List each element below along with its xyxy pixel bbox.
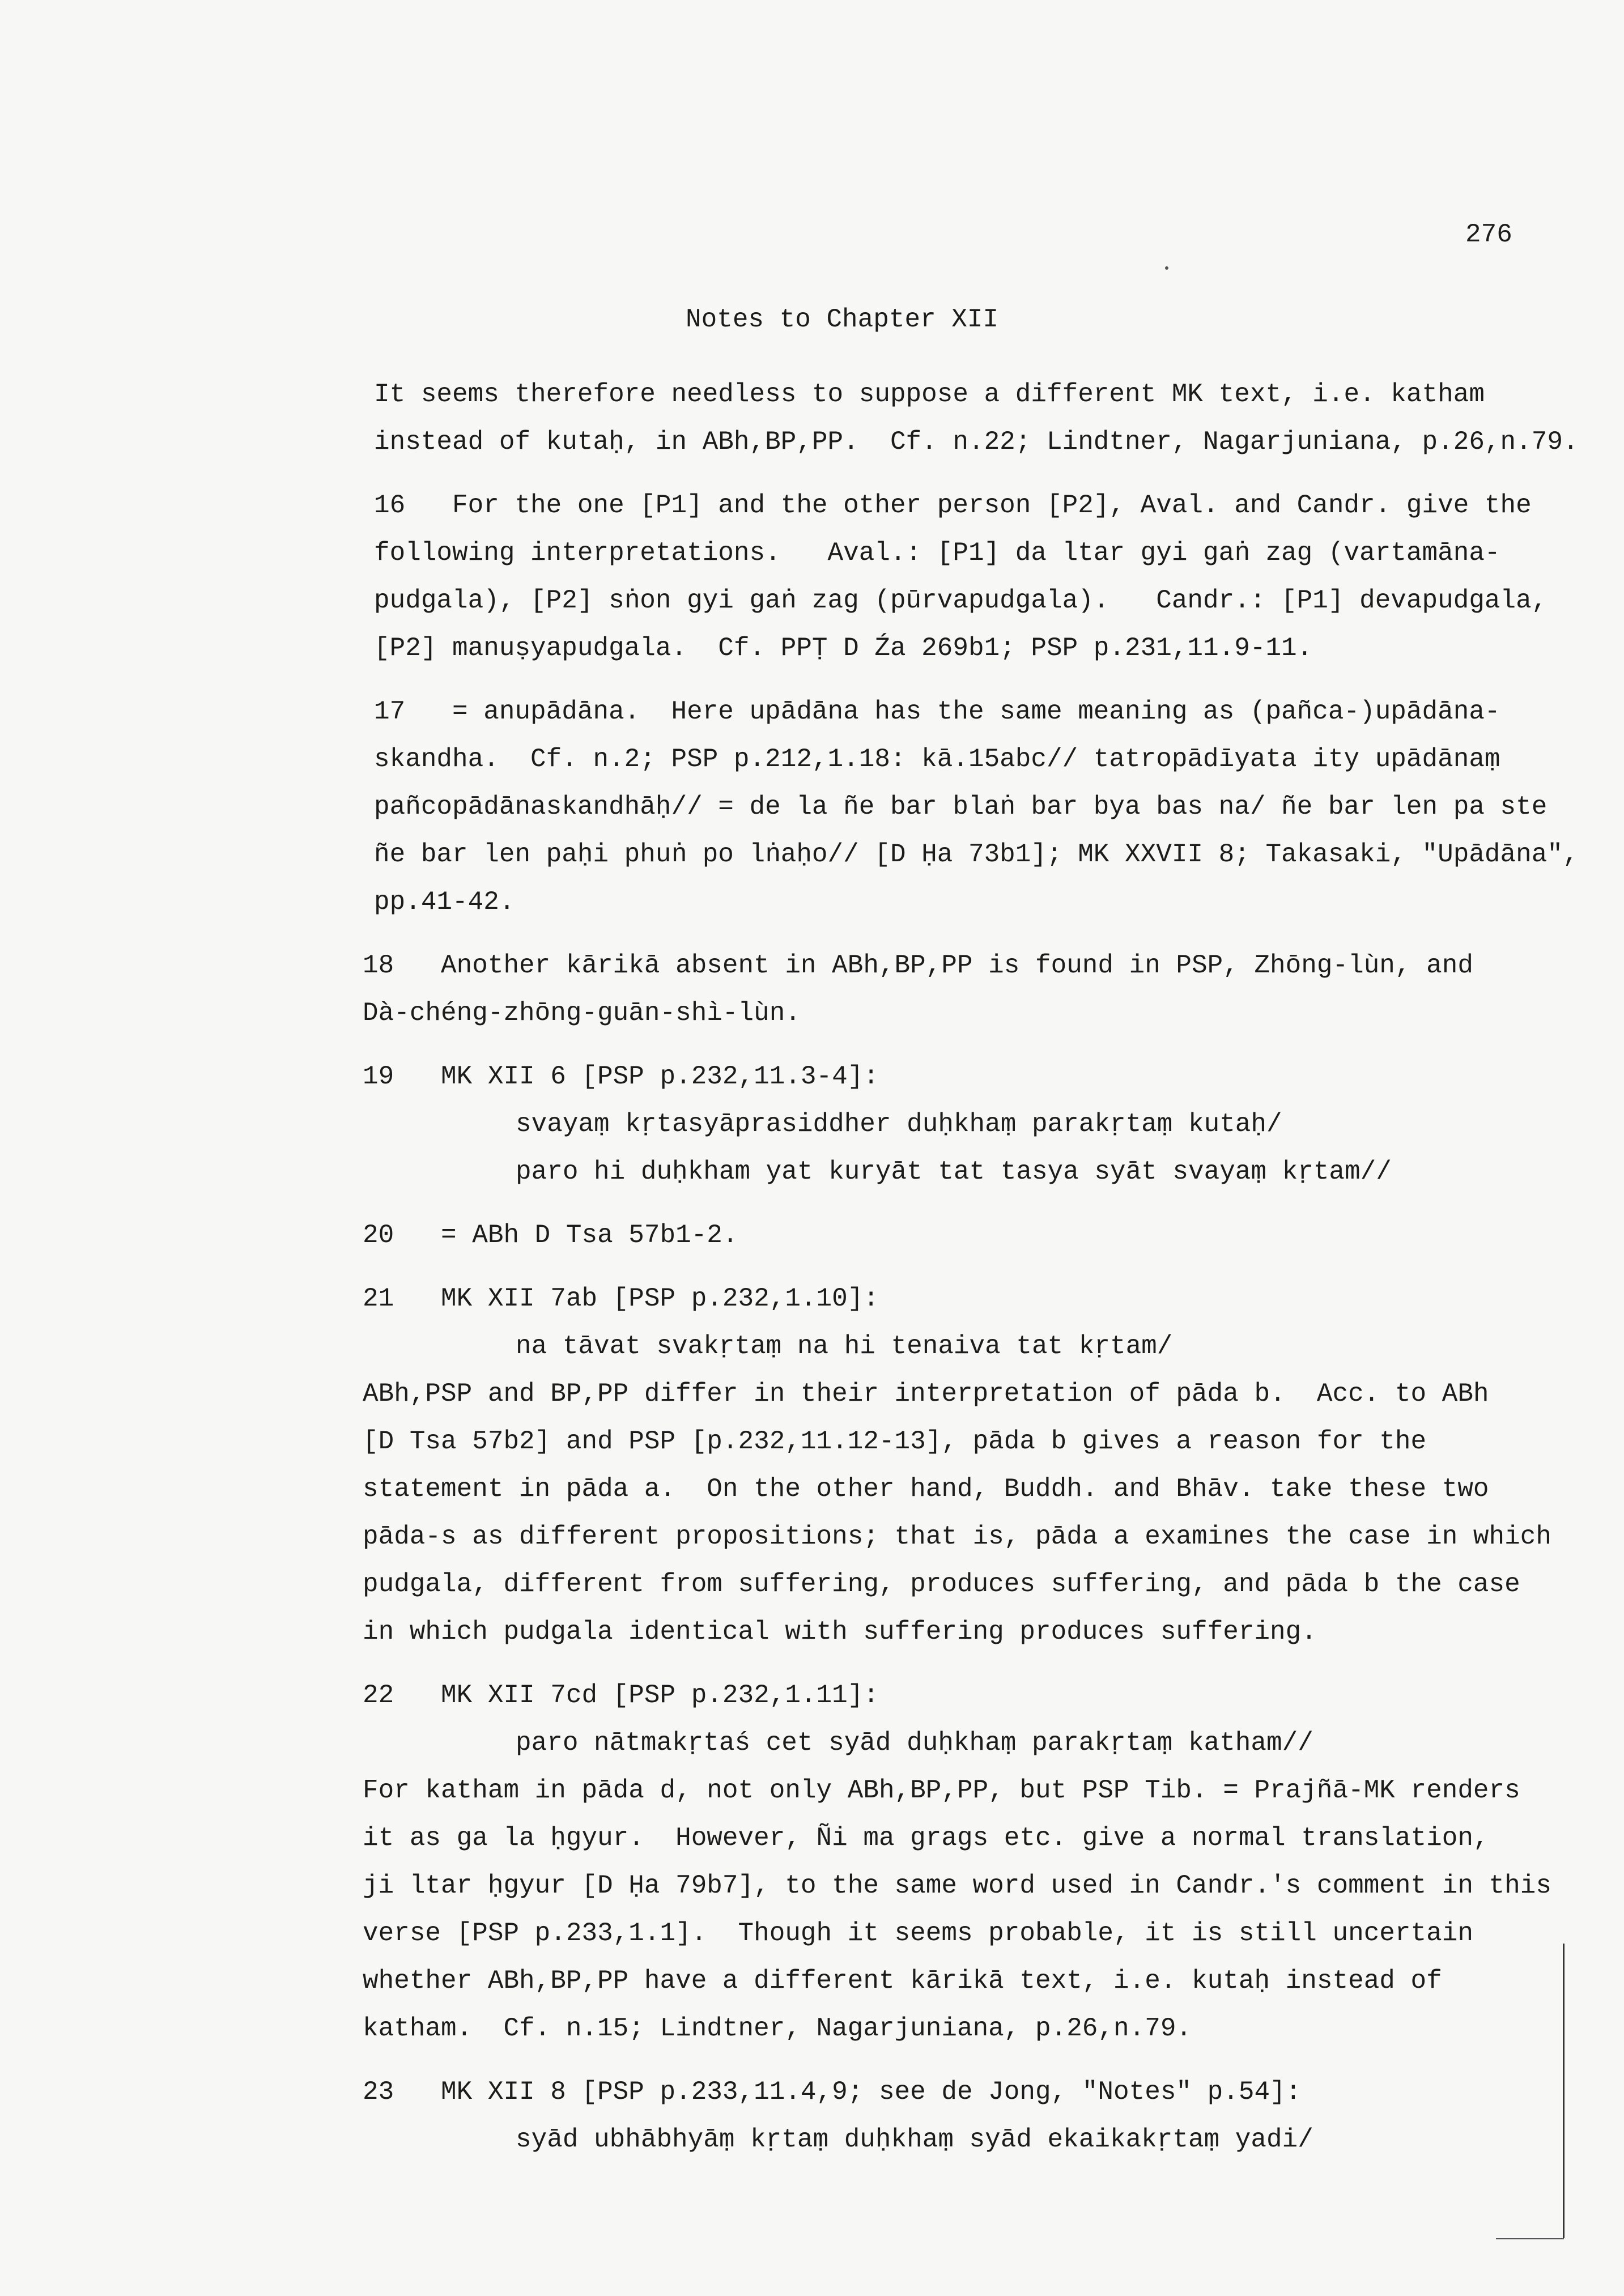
text-line: 21 MK XII 7ab [PSP p.232,1.10]:	[363, 1284, 879, 1313]
text-line: ABh,PSP and BP,PP differ in their interpretation of pāda b. Acc. to ABh	[363, 1379, 1489, 1409]
text-line: pañcopādānaskandhāḥ// = de la ñe bar blaṅ bar bya bas na/ ñe bar len pa ste	[374, 792, 1548, 822]
text-line: ñe bar len paḥi phuṅ po lṅaḥo// [D Ḥa 73b1]; MK XXVII 8; Takasaki, "Upādāna",	[374, 840, 1579, 869]
text-line: paro nātmakṛtaś cet syād duḥkhaṃ parakṛtaṃ katham//	[516, 1728, 1313, 1758]
text-line: skandha. Cf. n.2; PSP p.212,1.18: kā.15abc// tatropādīyata ity upādānaṃ	[374, 745, 1500, 774]
speck	[1165, 266, 1168, 270]
text-line: 20 = ABh D Tsa 57b1-2.	[363, 1221, 738, 1250]
text-line: it as ga la ḥgyur. However, Ñi ma grags etc. give a normal translation,	[363, 1823, 1489, 1853]
chapter-title: Notes to Chapter XII	[686, 305, 999, 334]
text-line: whether ABh,BP,PP have a different kārikā text, i.e. kutaḥ instead of	[363, 1966, 1442, 1996]
text-line: It seems therefore needless to suppose a different MK text, i.e. katham	[374, 380, 1485, 409]
text-line: in which pudgala identical with suffering produces suffering.	[363, 1617, 1317, 1647]
text-line: na tāvat svakṛtaṃ na hi tenaiva tat kṛtam/	[516, 1332, 1173, 1361]
text-line: instead of kutaḥ, in ABh,BP,PP. Cf. n.22; Lindtner, Nagarjuniana, p.26,n.79.	[374, 427, 1579, 457]
text-line: 18 Another kārikā absent in ABh,BP,PP is found in PSP, Zhōng-lùn, and	[363, 951, 1473, 980]
text-line: 16 For the one [P1] and the other person [P2], Aval. and Candr. give the	[374, 491, 1532, 520]
text-line: Dà-chéng-zhōng-guān-shì-lùn.	[363, 998, 801, 1028]
text-line: pāda-s as different propositions; that is, pāda a examines the case in which	[363, 1522, 1551, 1551]
text-line: [P2] manuṣyapudgala. Cf. PPṬ D Źa 269b1; PSP p.231,11.9-11.	[374, 633, 1313, 663]
text-line: 22 MK XII 7cd [PSP p.232,1.11]:	[363, 1681, 879, 1710]
text-line: ji ltar ḥgyur [D Ḥa 79b7], to the same word used in Candr.'s comment in this	[363, 1871, 1551, 1900]
page-edge-foot	[1496, 2238, 1564, 2239]
text-line: [D Tsa 57b2] and PSP [p.232,11.12-13], pāda b gives a reason for the	[363, 1427, 1427, 1456]
text-line: paro hi duḥkham yat kuryāt tat tasya syāt svayaṃ kṛtam//	[516, 1157, 1392, 1187]
text-line: For katham in pāda d, not only ABh,BP,PP, but PSP Tib. = Prajñā-MK renders	[363, 1776, 1520, 1805]
text-line: syād ubhābhyāṃ kṛtaṃ duḥkhaṃ syād ekaikakṛtaṃ yadi/	[516, 2125, 1313, 2154]
page-edge-mark	[1563, 1944, 1565, 2238]
text-line: katham. Cf. n.15; Lindtner, Nagarjuniana, p.26,n.79.	[363, 2014, 1192, 2043]
text-line: pudgala, different from suffering, produces suffering, and pāda b the case	[363, 1570, 1520, 1599]
text-line: pp.41-42.	[374, 887, 515, 917]
page-number: 276	[1465, 220, 1512, 249]
text-line: 23 MK XII 8 [PSP p.233,11.4,9; see de Jong, "Notes" p.54]:	[363, 2077, 1302, 2107]
text-line: 19 MK XII 6 [PSP p.232,11.3-4]:	[363, 1062, 879, 1091]
text-line: svayaṃ kṛtasyāprasiddher duḥkhaṃ parakṛtaṃ kutaḥ/	[516, 1109, 1282, 1139]
text-line: pudgala), [P2] sṅon gyi gaṅ zag (pūrvapudgala). Candr.: [P1] devapudgala,	[374, 586, 1548, 615]
text-line: statement in pāda a. On the other hand, Buddh. and Bhāv. take these two	[363, 1474, 1489, 1504]
text-line: verse [PSP p.233,1.1]. Though it seems probable, it is still uncertain	[363, 1919, 1473, 1948]
text-line: 17 = anupādāna. Here upādāna has the same meaning as (pañca-)upādāna-	[374, 697, 1500, 726]
text-line: following interpretations. Aval.: [P1] da ltar gyi gaṅ zag (vartamāna-	[374, 538, 1500, 568]
